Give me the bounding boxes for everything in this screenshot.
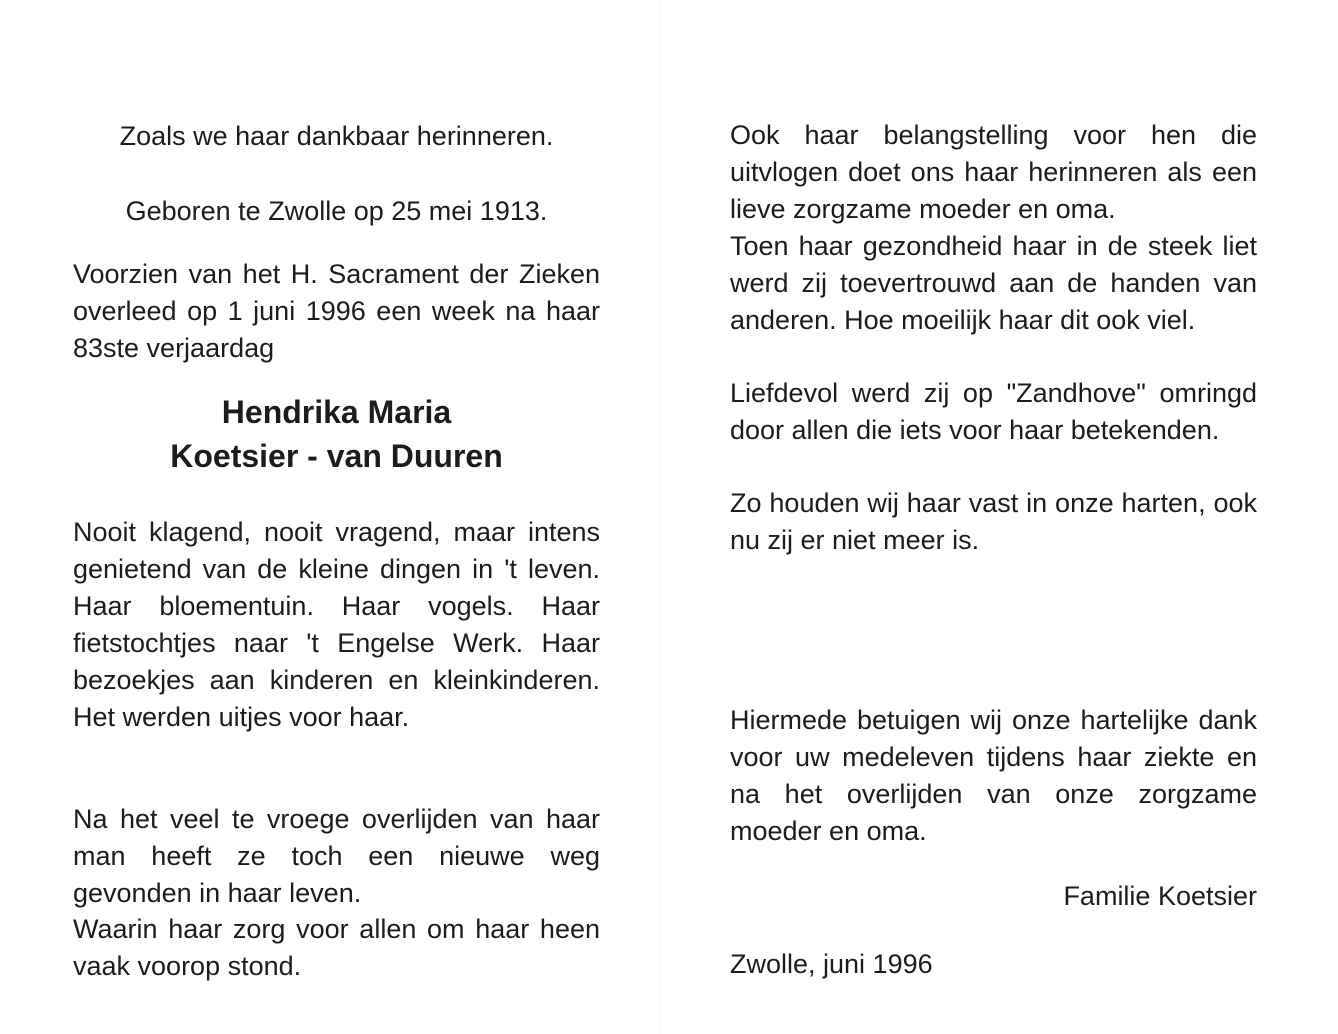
health-paragraph: Toen haar gezondheid haar in de steek liet werd zij toevertrouwd aan de handen van anderen. Hoe moeilijk haar dit ook viel.: [730, 231, 1257, 335]
name-first: Hendrika Maria: [221, 394, 452, 430]
fold-line: [660, 0, 661, 1034]
name-last: Koetsier - van Duuren: [170, 438, 503, 474]
life-paragraph: Nooit klagend, nooit vragend, maar intens genietend van de kleine dingen in 't leven. Haar bloementuin. Haar vogels. Haar fietstochtjes naar 't Engelse Werk. Haar bezoekjes aan kinderen en kleinkinderen. Het werden uitjes voor haar.: [73, 517, 600, 732]
widow-paragraph: Na het veel te vroege overlijden van haar man heeft ze toch een nieuwe weg gevonden in haar leven.: [73, 804, 600, 908]
zandhove-paragraph: Liefdevol werd zij op "Zandhove" omringd door allen die iets voor haar betekenden.: [730, 378, 1257, 445]
care-paragraph: Waarin haar zorg voor allen om haar heen vaak voorop stond.: [73, 914, 600, 981]
deceased-name: [73, 390, 600, 478]
birth-line: Geboren te Zwolle op 25 mei 1913.: [125, 196, 548, 226]
death-paragraph: Voorzien van het H. Sacrament der Zieken overleed op 1 juni 1996 een week na haar 83ste verjaardag: [73, 259, 600, 363]
hearts-paragraph: Zo houden wij haar vast in onze harten, ook nu zij er niet meer is.: [730, 488, 1257, 555]
intro-line: Zoals we haar dankbaar herinneren.: [119, 121, 554, 151]
interest-paragraph: Ook haar belangstelling voor hen die uitvlogen doet ons haar herinneren als een lieve zorgzame moeder en oma.: [730, 120, 1257, 224]
thanks-paragraph: Hiermede betuigen wij onze hartelijke dank voor uw medeleven tijdens haar ziekte en na het overlijden van onze zorgzame moeder en oma.: [730, 705, 1257, 846]
family-signature: Familie Koetsier: [1063, 881, 1257, 911]
place-date: Zwolle, juni 1996: [730, 949, 933, 979]
